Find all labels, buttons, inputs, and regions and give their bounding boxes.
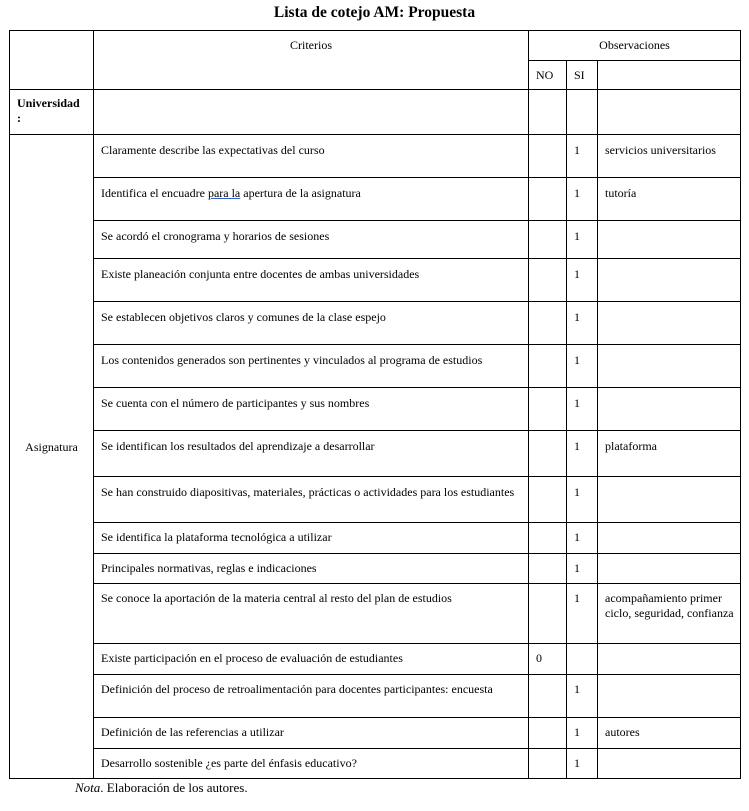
table-row <box>10 302 741 345</box>
universidad-obs <box>598 90 741 135</box>
obs-cell <box>598 749 741 779</box>
criterio-cell: Se han construido diapositivas, materiales, prácticas o actividades para los estudiantes <box>94 477 529 523</box>
criterio-cell: Definición del proceso de retroalimentación para docentes participantes: encuesta <box>94 675 529 718</box>
header-no: NO <box>529 61 567 90</box>
si-cell: 1 <box>567 554 598 584</box>
table-row <box>10 259 741 302</box>
criterio-cell: Desarrollo sostenible ¿es parte del énfasis educativo? <box>94 749 529 779</box>
criterio-cell: Se identifican los resultados del aprendizaje a desarrollar <box>94 431 529 477</box>
table-title: Lista de cotejo AM: Propuesta <box>273 4 476 21</box>
table-row <box>10 718 741 749</box>
no-cell <box>529 221 567 259</box>
header-observaciones: Observaciones <box>529 31 741 61</box>
header-blank-cell <box>10 31 94 90</box>
si-cell: 1 <box>567 718 598 749</box>
header-row-1 <box>10 31 741 61</box>
si-cell: 1 <box>567 345 598 388</box>
criterio-cell: Se establecen objetivos claros y comunes de la clase espejo <box>94 302 529 345</box>
si-cell: 1 <box>567 178 598 221</box>
no-cell <box>529 345 567 388</box>
criterio-cell: Los contenidos generados son pertinentes y vinculados al programa de estudios <box>94 345 529 388</box>
criterio-cell: Se cuenta con el número de participantes y sus nombres <box>94 388 529 431</box>
no-cell <box>529 431 567 477</box>
no-cell <box>529 523 567 554</box>
no-cell <box>529 259 567 302</box>
si-cell: 1 <box>567 221 598 259</box>
table-row <box>10 554 741 584</box>
obs-cell: servicios universitarios <box>598 135 741 178</box>
obs-cell: plataforma <box>598 431 741 477</box>
table-row <box>10 749 741 779</box>
table-row <box>10 644 741 675</box>
si-cell: 1 <box>567 135 598 178</box>
no-cell <box>529 718 567 749</box>
table-row <box>10 135 741 178</box>
table-row <box>10 388 741 431</box>
no-cell <box>529 135 567 178</box>
no-cell <box>529 388 567 431</box>
criterio-cell: Identifica el encuadre para la apertura de la asignatura <box>94 178 529 221</box>
asignatura-continued-cell <box>10 477 94 779</box>
criterio-cell: Claramente describe las expectativas del curso <box>94 135 529 178</box>
header-obs-blank <box>598 61 741 90</box>
si-cell: 1 <box>567 431 598 477</box>
note-text: . Elaboración de los autores. <box>100 780 248 795</box>
universidad-no <box>529 90 567 135</box>
obs-cell: autores <box>598 718 741 749</box>
header-criterios: Criterios <box>94 31 529 90</box>
criterio-cell: Existe planeación conjunta entre docentes de ambas universidades <box>94 259 529 302</box>
no-cell <box>529 584 567 644</box>
obs-cell <box>598 644 741 675</box>
si-cell: 1 <box>567 584 598 644</box>
universidad-row <box>10 90 741 135</box>
obs-cell <box>598 259 741 302</box>
table-row <box>10 477 741 523</box>
obs-cell <box>598 523 741 554</box>
criterio-cell: Existe participación en el proceso de evaluación de estudiantes <box>94 644 529 675</box>
table-row <box>10 675 741 718</box>
obs-cell <box>598 388 741 431</box>
si-cell: 1 <box>567 675 598 718</box>
table-note <box>75 780 248 796</box>
obs-cell <box>598 675 741 718</box>
si-cell: 1 <box>567 523 598 554</box>
si-cell: 1 <box>567 302 598 345</box>
no-cell <box>529 554 567 584</box>
criterio-cell: Definición de las referencias a utilizar <box>94 718 529 749</box>
si-cell <box>567 644 598 675</box>
si-cell: 1 <box>567 477 598 523</box>
obs-cell <box>598 477 741 523</box>
table-row <box>10 221 741 259</box>
universidad-label: Universidad : <box>10 90 94 135</box>
no-cell <box>529 302 567 345</box>
obs-cell: tutoría <box>598 178 741 221</box>
no-cell <box>529 675 567 718</box>
obs-cell <box>598 554 741 584</box>
no-cell <box>529 477 567 523</box>
universidad-criterio <box>94 90 529 135</box>
obs-cell: acompañamiento primer ciclo, seguridad, confianza <box>598 584 741 644</box>
no-cell <box>529 749 567 779</box>
obs-cell <box>598 221 741 259</box>
obs-cell <box>598 302 741 345</box>
header-si: SI <box>567 61 598 90</box>
table-row <box>10 523 741 554</box>
criterio-cell: Se acordó el cronograma y horarios de sesiones <box>94 221 529 259</box>
si-cell: 1 <box>567 259 598 302</box>
spellcheck-mark: para la <box>207 186 241 200</box>
criterio-cell: Se identifica la plataforma tecnológica a utilizar <box>94 523 529 554</box>
criterio-cell: Se conoce la aportación de la materia central al resto del plan de estudios <box>94 584 529 644</box>
table-row <box>10 345 741 388</box>
table-row <box>10 584 741 644</box>
asignatura-label: Asignatura <box>10 135 94 477</box>
table-row <box>10 431 741 477</box>
obs-cell <box>598 345 741 388</box>
universidad-si <box>567 90 598 135</box>
no-cell <box>529 178 567 221</box>
no-cell: 0 <box>529 644 567 675</box>
table-row <box>10 178 741 221</box>
criterio-cell: Principales normativas, reglas e indicaciones <box>94 554 529 584</box>
si-cell: 1 <box>567 388 598 431</box>
note-label: Nota <box>75 780 101 795</box>
checklist-table <box>9 30 741 779</box>
si-cell: 1 <box>567 749 598 779</box>
